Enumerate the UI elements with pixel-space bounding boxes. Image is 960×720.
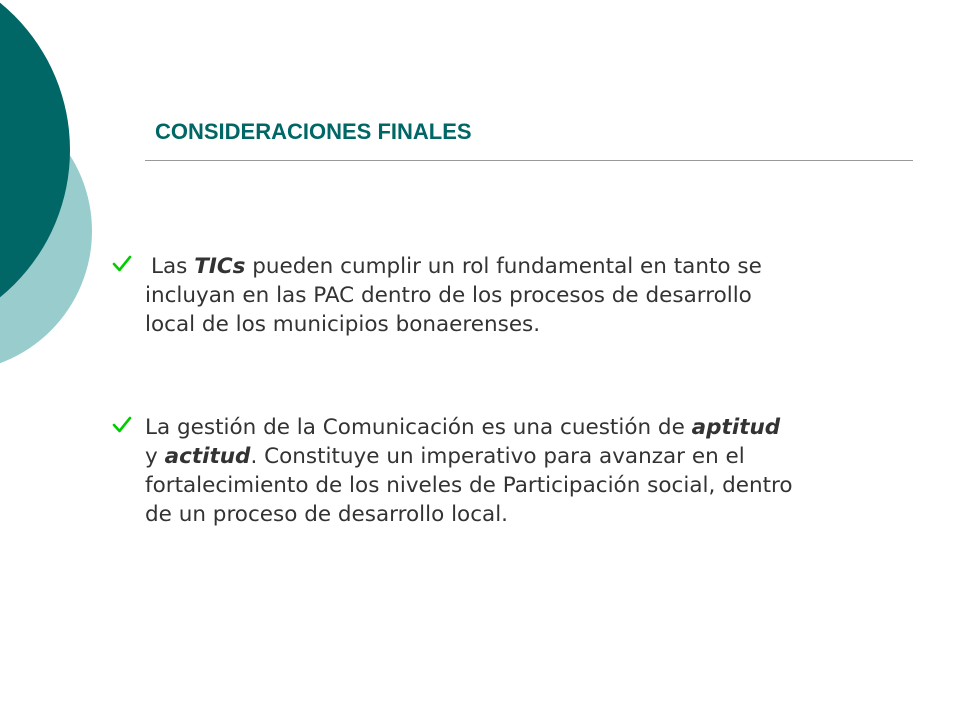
text-run: local de los municipios bonaerenses. (145, 312, 541, 337)
text-run: de un proceso de desarrollo local. (145, 502, 509, 527)
bullet-line (145, 310, 950, 339)
bullet-line (145, 413, 950, 442)
text-run: La gestión de la Comunicación es una cuestión de (145, 415, 692, 440)
bullet-line (145, 252, 950, 281)
bullet-line (145, 281, 950, 310)
text-run: . Constituye un imperativo para avanzar en el (250, 444, 745, 469)
title-divider (145, 160, 913, 161)
text-run: Las (151, 254, 195, 279)
slide-title: CONSIDERACIONES FINALES (155, 119, 472, 144)
text-run: pueden cumplir un rol fundamental en tanto se (245, 254, 762, 279)
bullet-text (145, 252, 950, 339)
text-run-emphasis: TICs (194, 254, 246, 279)
text-run: fortalecimiento de los niveles de Participación social, dentro (145, 473, 793, 498)
text-run-emphasis: actitud (164, 444, 251, 469)
text-run-emphasis: aptitud (691, 415, 781, 440)
checkmark-icon (110, 252, 134, 276)
bullet-text (145, 413, 950, 529)
text-run: incluyan en las PAC dentro de los procesos de desarrollo (145, 283, 752, 308)
checkmark-icon (110, 413, 134, 437)
bullet-line (145, 500, 950, 529)
text-run: y (145, 444, 165, 469)
bullet-line (145, 471, 950, 500)
bullet-line (145, 442, 950, 471)
